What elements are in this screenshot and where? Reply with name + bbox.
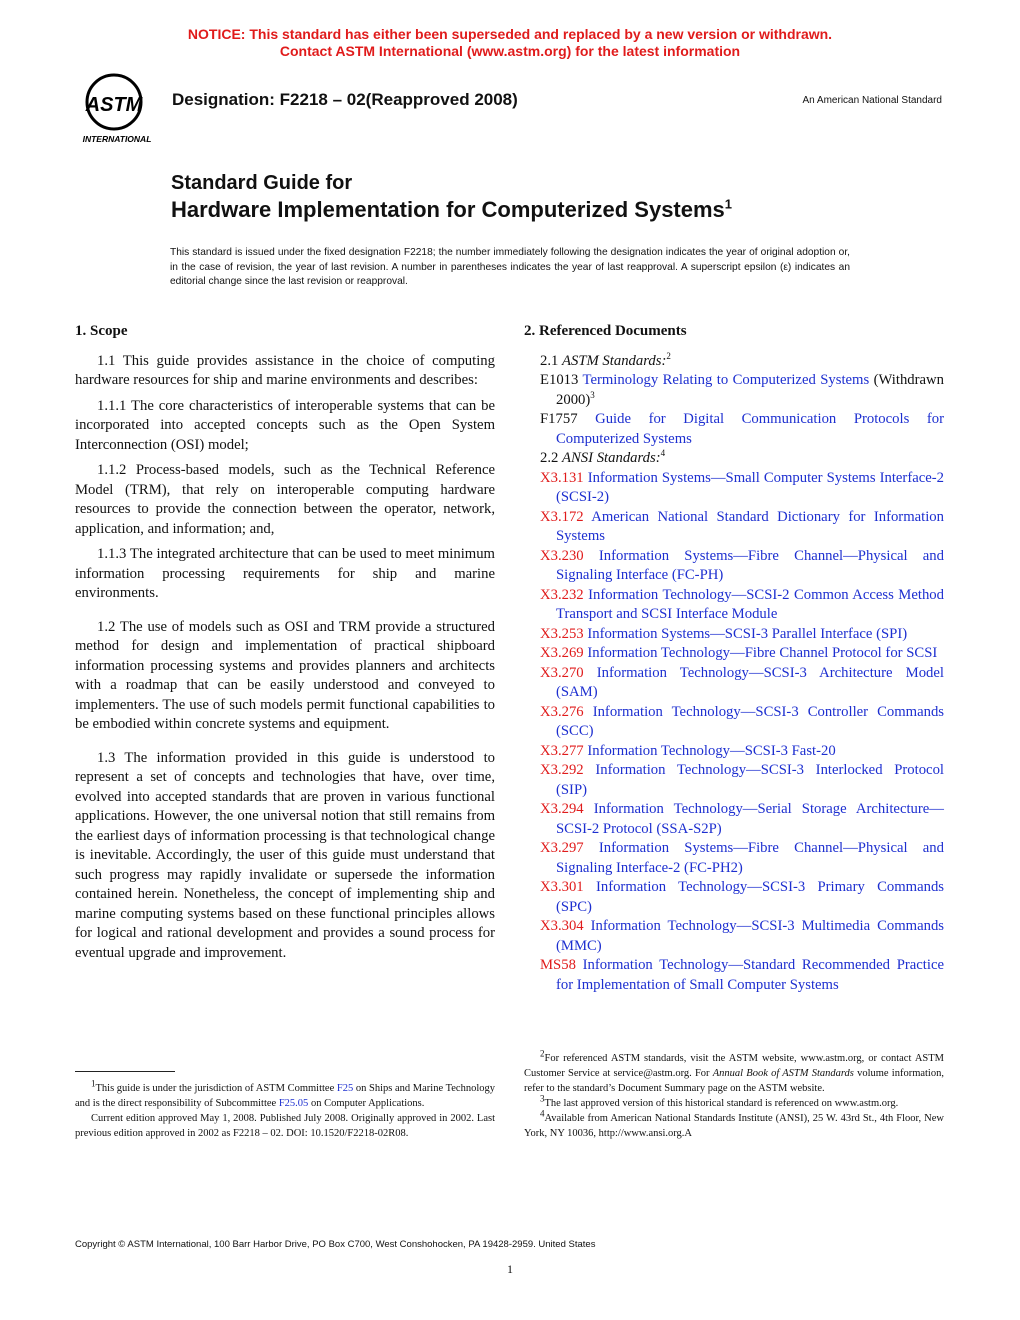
reference-item [524,547,944,586]
page-number: 1 [507,1262,513,1276]
footnote-3: $^3$The last approved version of this historical standard is referenced on www.astm.org. [540,1093,899,1109]
reference-item [524,839,944,878]
reference-item [524,410,944,449]
reference-link[interactable]: Information Technology—Serial Storage Architecture—SCSI-2 Protocol (SSA-S2P) [556,801,944,837]
footnote-2: $^2$For referenced ASTM standards, visit the ASTM website, www.astm.org, or contact ASTM Customer Service at service@astm.org. For Annual Book of ASTM Standards volume information, refer to the standard’s Document Summary page on the ASTM website. [524,1048,944,1094]
reference-link[interactable]: American National Standard Dictionary for Information Systems [556,508,944,544]
reference-link[interactable]: Information Technology—SCSI-3 Architecture Model (SAM) [556,664,944,700]
reference-link[interactable]: Information Systems—Small Computer Systems Interface-2 (SCSI-2) [556,469,945,505]
scope-section [75,322,495,969]
reference-code: X3.301 [540,879,584,895]
reference-link[interactable]: Information Technology—SCSI-3 Multimedia Commands (MMC) [556,918,944,954]
references-section [524,322,944,995]
reference-link[interactable]: Information Technology—SCSI-3 Primary Commands (SPC) [556,879,944,915]
scope-para: 1.1 This guide provides assistance in the choice of computing hardware resources for ship and marine environments and describes: [75,352,495,388]
reference-item [524,956,944,995]
footnote-1: $^1$This guide is under the jurisdiction of ASTM Committee F25 on Ships and Marine Technology and is the direct responsibility of Subcommittee F25.05 on Computer Applications. [75,1078,495,1109]
astm-logo [72,70,162,150]
reference-item [524,878,944,917]
logo-text: ASTM [85,94,143,116]
notice-banner [0,26,1020,60]
title-text: Hardware Implementation for Computerized Systems [171,197,725,222]
reference-item [524,371,944,410]
footnote-4: $^4$Available from American National Standards Institute (ANSI), 25 W. 43rd St., 4th Floor, New York, NY 10036, http://www.ansi.org.A [524,1108,944,1139]
reference-code: X3.294 [540,801,584,817]
reference-item [524,742,944,762]
issued-note: This standard is issued under the fixed designation F2218; the number immediately following the designation indicates the year of original adoption or, in the case of revision, the year of last revision. A number in parentheses indicates the year of last reapproval. A superscript epsilon (ε) indicates an editorial change since the last revision or reapproval. [170,247,850,287]
scope-para: 1.2 The use of models such as OSI and TRM provide a structured method for design and implementation of practical shipboard information processing systems and provides planners and architects with a roadmap that can be easily understood and conveyed to implementers. The use of such models permit functional capabilities to be embodied within concrete systems and equipment. [75,618,495,732]
scope-para: 1.1.2 Process-based models, such as the Technical Reference Model (TRM), that rely on interoperable computing hardware resources to provide the connection between the operator, network, application, and information; and, [75,462,495,537]
scope-para: 1.1.3 The integrated architecture that can be used to meet minimum information processing requirements for ship and marine environments. [75,546,495,601]
reference-item [524,644,944,664]
reference-link[interactable]: Information Technology—SCSI-3 Fast-20 [587,742,836,759]
title-line-2 [171,197,732,223]
reference-suffix: (Withdrawn 2000) [556,372,944,408]
reference-code: X3.269 [540,645,584,661]
copyright: Copyright © ASTM International, 100 Barr Harbor Drive, PO Box C700, West Conshohocken, PA 19428-2959. United States [75,1239,596,1250]
reference-code: X3.232 [540,586,584,603]
reference-code: X3.304 [540,918,584,934]
reference-link[interactable]: Information Systems—Fibre Channel—Physical and Signaling Interface-2 (FC-PH2) [556,840,944,876]
notice-line-2: Contact ASTM International (www.astm.org) for the latest information [279,43,741,59]
scope-para: 1.1.1 The core characteristics of interoperable systems that can be incorporated into accepted concepts such as the Open System Interconnection (OSI) model; [75,397,495,453]
references-heading: 2. Referenced Documents [524,323,687,339]
reference-code: X3.131 [540,469,584,486]
reference-code: X3.292 [540,762,584,778]
footnote-divider-left [75,1071,175,1072]
reference-item [524,664,944,703]
subcommittee-link[interactable]: F25.05 [278,1098,309,1109]
title-footnote-ref: 1 [724,196,733,212]
reference-item [524,917,944,956]
reference-link[interactable]: Information Technology—SCSI-3 Controller Commands (SCC) [556,703,945,739]
reference-code: E1013 [540,372,579,388]
reference-item [524,703,944,742]
national-standard-label: An American National Standard [802,95,942,106]
reference-code: X3.270 [540,664,584,681]
reference-item [524,508,944,547]
reference-link[interactable]: Information Systems—Fibre Channel—Physical and Signaling Interface (FC-PH) [556,547,944,583]
scope-heading: 1. Scope [75,323,128,339]
reference-code: F1757 [540,411,578,427]
astm-reference-list [524,371,944,449]
reference-item [524,800,944,839]
logo-subtext: INTERNATIONAL [82,134,152,144]
reference-code: X3.172 [540,508,584,525]
reference-item [524,586,944,625]
reference-code: X3.230 [540,547,584,564]
reference-link[interactable]: Information Technology—Fibre Channel Protocol for SCSI [587,645,938,661]
reference-link[interactable]: Information Systems—SCSI-3 Parallel Interface (SPI) [587,625,908,642]
astm-standards-label: 2.1 ASTM Standards:$^2$ [540,350,671,369]
committee-link[interactable]: F25 [336,1083,354,1094]
designation: Designation: F2218 – 02(Reapproved 2008) [172,90,518,109]
scope-para: 1.3 The information provided in this guide is understood to represent a set of concepts and technologies that have, over time, evolved into accepted standards that are proven in various functional applications. However, the one universal notion that still remains from the earliest days of information processing is that technological change is inevitable. Accordingly, the user of this guide must understand that such progress may rapidly invalidate or supersede the information contained herein. Nonetheless, the concept of implementing ship and marine computing systems based on these functional principles allows for logical and rational development and provides a sound process for eventual upgrade and improvement. [75,749,495,961]
title-line-1: Standard Guide for [171,172,353,194]
reference-code: X3.297 [540,840,584,856]
reference-link[interactable]: Guide for Digital Communication Protocols for Computerized Systems [556,411,944,447]
reference-item [524,469,944,508]
reference-code: X3.253 [540,625,584,642]
reference-link[interactable]: Information Technology—SCSI-2 Common Access Method Transport and SCSI Interface Module [556,586,944,622]
reference-link[interactable]: Terminology Relating to Computerized Systems [582,372,870,388]
reference-code: MS58 [540,957,576,973]
ansi-standards-label: 2.2 ANSI Standards:$^4$ [540,448,666,466]
footnote-1-edition: Current edition approved May 1, 2008. Published July 2008. Originally approved in 2002. Last previous edition approved in 2002 as F2218 – 02. DOI: 10.1520/F2218-02R08. [75,1113,495,1139]
ansi-reference-list [524,469,944,996]
reference-code: X3.276 [540,703,584,720]
reference-link[interactable]: Information Technology—SCSI-3 Interlocked Protocol (SIP) [556,762,945,798]
notice-line-1: NOTICE: This standard has either been superseded and replaced by a new version or withdrawn. [187,26,833,42]
reference-item [524,625,944,645]
reference-footnote-ref: 3 [590,389,595,400]
reference-link[interactable]: Information Technology—Standard Recommended Practice for Implementation of Small Computer Systems [556,957,945,993]
footnotes-left [75,1078,495,1141]
footnotes-right [524,1048,944,1141]
reference-code: X3.277 [540,742,584,759]
reference-item [524,761,944,800]
